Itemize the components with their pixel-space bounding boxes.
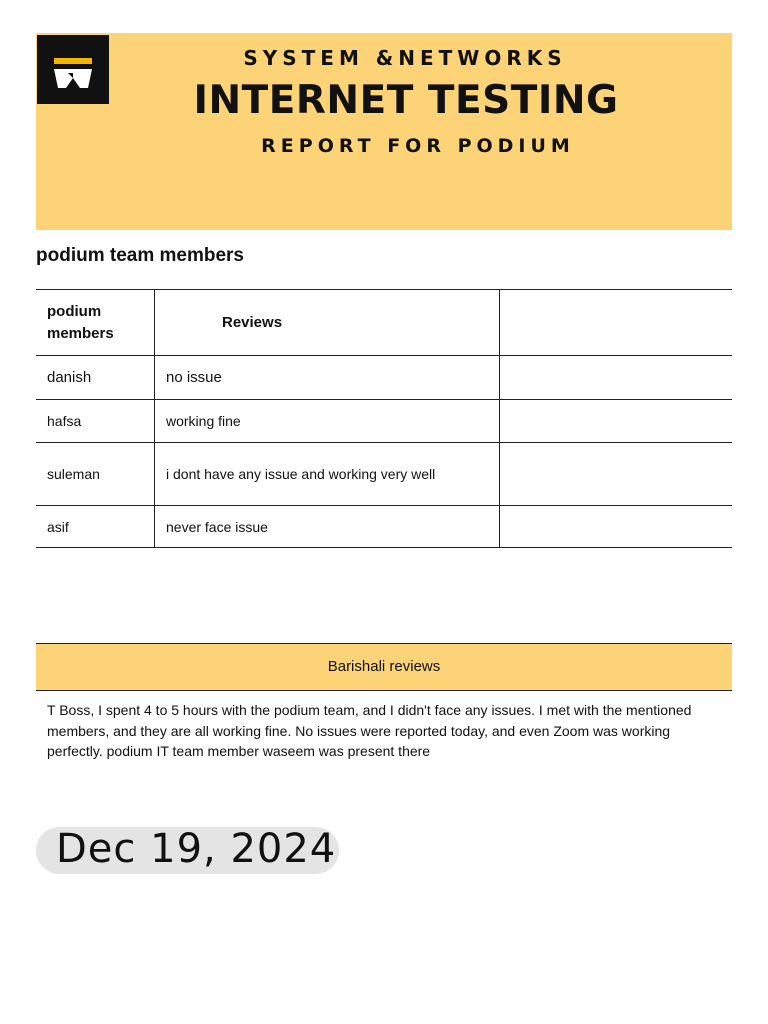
report-kicker: SYSTEM &NETWORKS xyxy=(243,46,567,70)
member-name: danish xyxy=(36,356,155,400)
member-name: hafsa xyxy=(36,400,155,443)
member-extra xyxy=(500,506,733,548)
w-logo-icon xyxy=(37,35,109,104)
header-reviews: Reviews xyxy=(155,290,500,356)
table-row xyxy=(36,506,732,548)
member-name: suleman xyxy=(36,443,155,506)
table-row xyxy=(36,356,732,400)
member-extra xyxy=(500,443,733,506)
report-subtitle: REPORT FOR PODIUM xyxy=(261,135,575,157)
table-row xyxy=(36,400,732,443)
members-table xyxy=(36,289,732,548)
barishali-text: T Boss, I spent 4 to 5 hours with the podium team, and I didn't face any issues. I met with the mentioned members, and they are all working fine. No issues were reported today, and even Zoom was working perfectly. podium IT team member waseem was present there xyxy=(47,702,692,759)
header-extra xyxy=(500,290,733,356)
report-date: Dec 19, 2024 xyxy=(56,826,337,872)
barishali-heading: Barishali reviews xyxy=(36,643,732,691)
member-review: never face issue xyxy=(155,506,500,548)
report-title: INTERNET TESTING xyxy=(193,78,619,123)
header-members: podium members xyxy=(36,290,155,356)
table-header-row xyxy=(36,290,732,356)
member-review: i dont have any issue and working very well xyxy=(155,443,500,506)
section-title: podium team members xyxy=(36,245,244,266)
member-review: working fine xyxy=(155,400,500,443)
member-review: no issue xyxy=(155,356,500,400)
member-extra xyxy=(500,356,733,400)
member-name: asif xyxy=(36,506,155,548)
member-extra xyxy=(500,400,733,443)
table-row xyxy=(36,443,732,506)
